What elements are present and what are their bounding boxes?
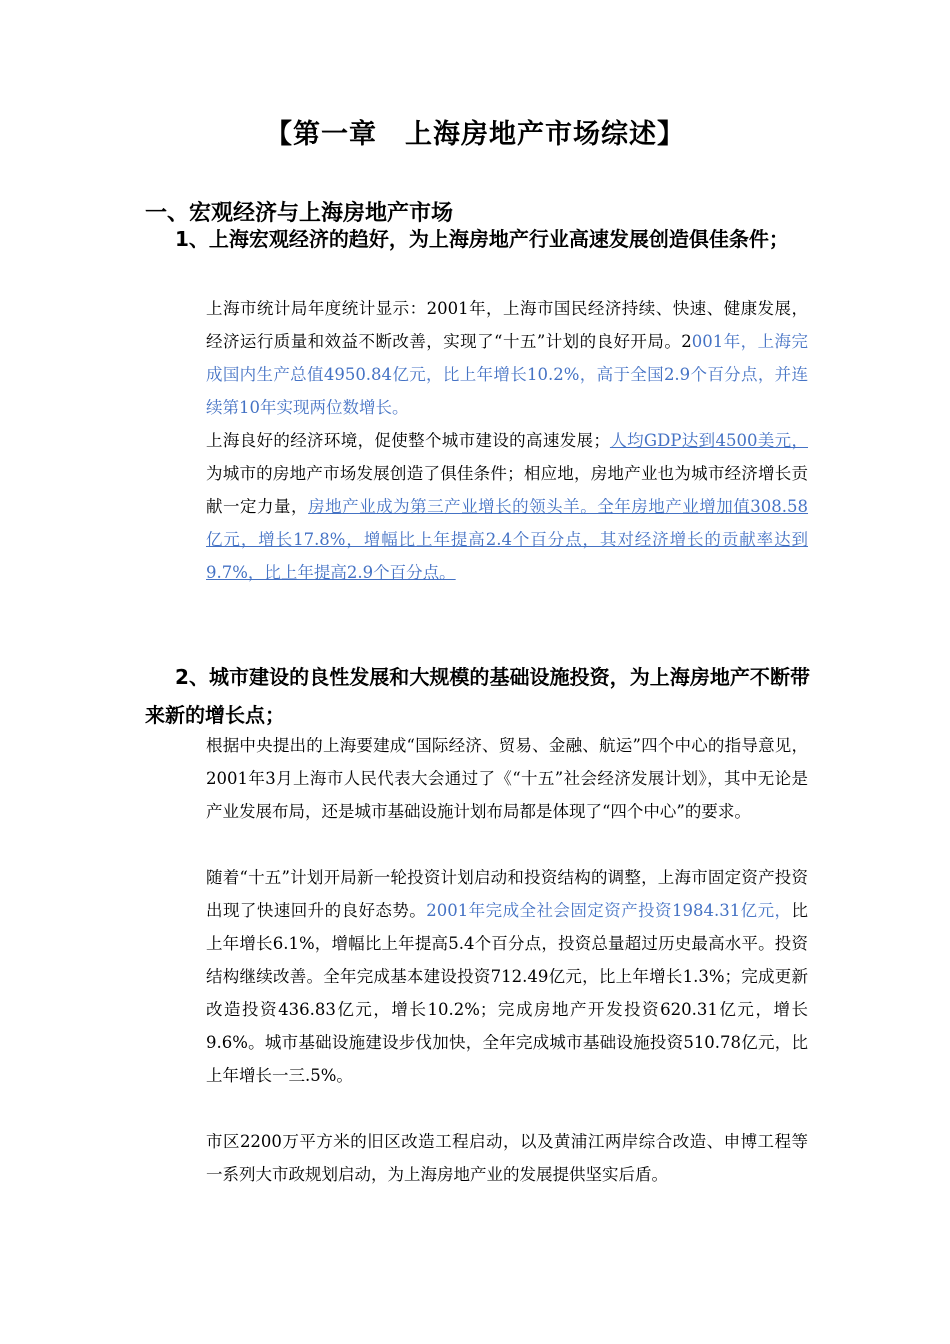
paragraph-statistics (206, 292, 808, 424)
paragraph-investment (206, 861, 808, 1092)
paragraph-text: 比上年增长6.1%，增幅比上年提高5.4个百分点，投资总量超过历史最高水平。投资结构继续改善。全年完成基本建设投资712.49亿元，比上年增长1.3%；完成更新改造投资436.83亿元，增长10.2%；完成房地产开发投资620.31亿元，增长9.6%。城市基础设施建设步伐加快，全年完成城市基础设施投资510.78亿元，比上年增长一三.5%。 (206, 901, 808, 1085)
subheading-2: 2、城市建设的良性发展和大规模的基础设施投资，为上海房地产不断带来新的增长点； (145, 665, 810, 727)
paragraph-text: 随着“十五”计划开局新一轮投资计划启动和投资结构的调整，上海市固定资产投资出现了快速回升的良好态势。 (206, 868, 808, 920)
paragraph-text: 为城市的房地产市场发展创造了俱佳条件；相应地，房地产业也为城市经济增长贡献一定力量， (206, 464, 808, 516)
paragraph-text: 上海市统计局年度统计显示：2001年，上海市国民经济持续、快速、健康发展，经济运行质量和效益不断改善，实现了“十五”计划的良好开局。2 (206, 299, 808, 351)
paragraph-four-centers: 根据中央提出的上海要建成“国际经济、贸易、金融、航运”四个中心的指导意见，2001年3月上海市人民代表大会通过了《“十五”社会经济发展计划》，其中无论是产业发展布局，还是城市基础设施计划布局都是体现了“四个中心”的要求。 (206, 736, 808, 821)
paragraph-renovation: 市区2200万平方米的旧区改造工程启动，以及黄浦江两岸综合改造、申博工程等一系列大市政规划启动，为上海房地产业的发展提供坚实后盾。 (206, 1132, 808, 1184)
hyperlink-real-estate[interactable]: 房地产业成为第三产业增长的领头羊。全年房地产业增加值308.58亿元，增长17.8%，增幅比上年提高2.4个百分点，其对经济增长的贡献率达到9.7%，比上年提高2.9个百分点。 (206, 497, 809, 582)
paragraph-text: 上海良好的经济环境，促使整个城市建设的高速发展； (206, 431, 610, 450)
chapter-title: 【第一章 上海房地产市场综述】 (265, 119, 685, 150)
section-heading: 一、宏观经济与上海房地产市场 (145, 201, 454, 226)
highlighted-text: 001年，上海完成国内生产总值4950.84亿元，比上年增长10.2%，高于全国2.9个百分点，并连续第10年实现两位数增长。 (206, 332, 808, 417)
highlighted-text: 2001年完成全社会固定资产投资1984.31亿元， (426, 901, 792, 920)
paragraph-economy (206, 424, 808, 589)
subheading-1: 1、上海宏观经济的趋好，为上海房地产行业高速发展创造俱佳条件； (175, 227, 789, 251)
hyperlink-gdp[interactable]: 人均GDP达到4500美元， (609, 431, 808, 450)
